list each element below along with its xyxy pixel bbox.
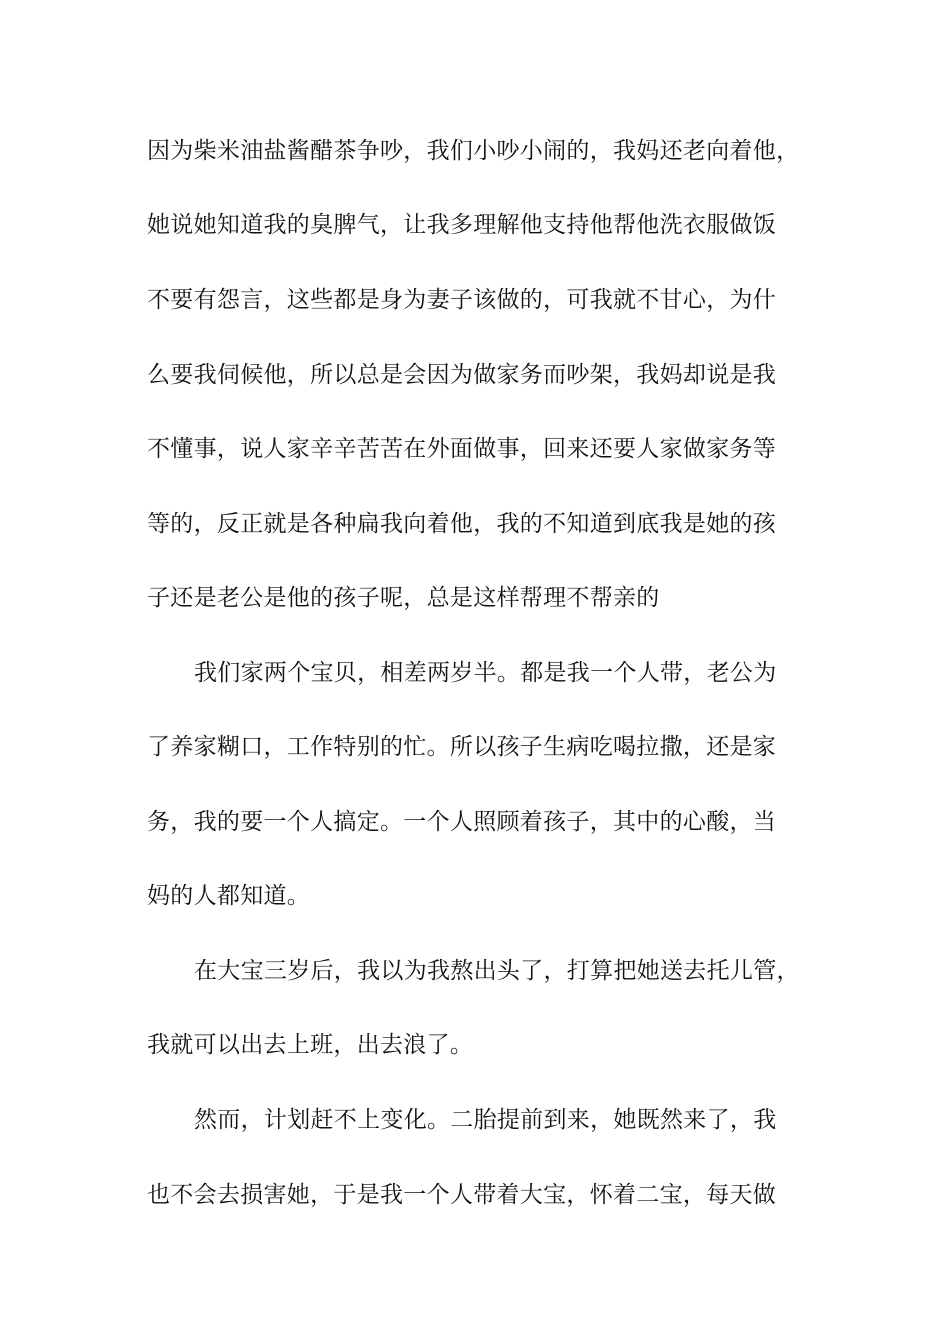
text-line-6: 等的，反正就是各种扁我向着他，我的不知道到底我是她的孩 (147, 511, 777, 537)
text-line-4: 么要我伺候他，所以总是会因为做家务而吵架，我妈却说是我 (147, 362, 777, 388)
text-line-1: 因为柴米油盐酱醋茶争吵，我们小吵小闹的，我妈还老向着他， (147, 138, 800, 164)
text-line-15: 也不会去损害她，于是我一个人带着大宝，怀着二宝，每天做 (147, 1182, 777, 1208)
text-line-2: 她说她知道我的臭脾气，让我多理解他支持他帮他洗衣服做饭 (147, 212, 777, 238)
text-line-9: 了养家糊口，工作特别的忙。所以孩子生病吃喝拉撒，还是家 (147, 734, 777, 760)
text-line-7: 子还是老公是他的孩子呢，总是这样帮理不帮亲的 (147, 585, 660, 611)
text-line-3: 不要有怨言，这些都是身为妻子该做的，可我就不甘心，为什 (147, 287, 777, 313)
text-line-8: 我们家两个宝贝，相差两岁半。都是我一个人带，老公为 (194, 660, 777, 686)
text-line-10: 务，我的要一个人搞定。一个人照顾着孩子，其中的心酸，当 (147, 809, 777, 835)
text-line-5: 不懂事，说人家辛辛苦苦在外面做事，回来还要人家做家务等 (147, 436, 777, 462)
text-line-14: 然而，计划赶不上变化。二胎提前到来，她既然来了，我 (194, 1107, 777, 1133)
text-line-11: 妈的人都知道。 (147, 883, 311, 909)
text-line-12: 在大宝三岁后，我以为我熬出头了，打算把她送去托儿管， (194, 958, 800, 984)
text-line-13: 我就可以出去上班，出去浪了。 (147, 1032, 474, 1058)
